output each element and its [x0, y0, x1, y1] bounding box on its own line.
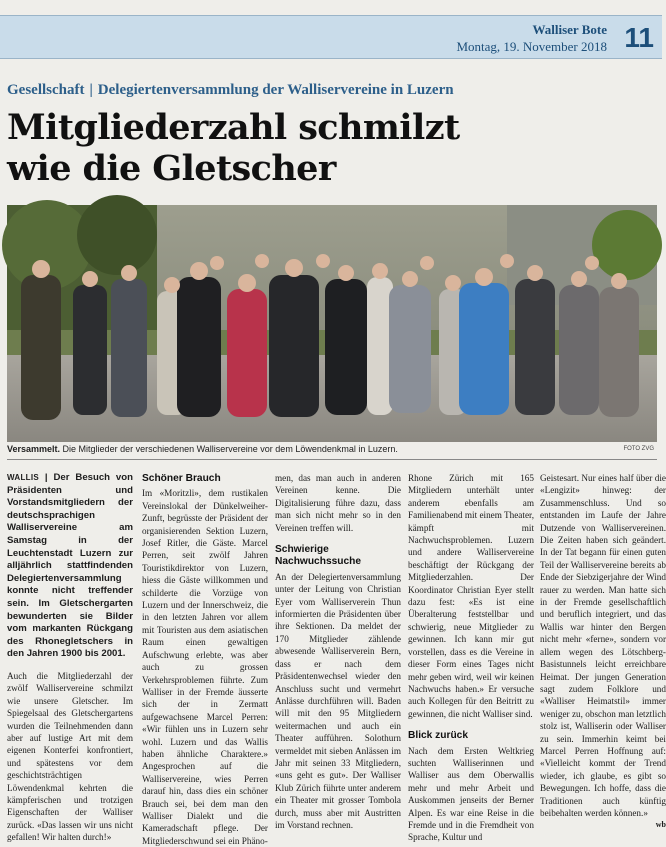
caption-lead: Versammelt. — [7, 444, 61, 454]
article-column-2 — [142, 472, 268, 847]
issue-date: Montag, 19. November 2018 — [456, 39, 607, 54]
paragraph: Im «Moritzli», dem rustikalen Vereinslokal der Dünkelweiher-Zunft, begrüsste der Präsident der organisierenden Sektion Luzern, Josef Ritler, die Gäste. Marcel Perren, seit zwölf Jahren Touristikdirektor von Luzern, hiess die Gäste willkommen und schilderte die Vorzüge von Luzern und der Innerschweiz, die in den letzten Jahren vor allem mit Touristen aus dem asiatischen Raum einen gewaltigen Aufschwung erlebte, was aber auch zu grossen Verkehrsproblemen führte. Zum Walliser in der Fremde äusserte sich der in Zermatt aufgewachsene Marcel Perren: «Wir fühlen uns in Luzern sehr wohl. Luzern und das Wallis haben ähnliche Charaktere.» Angesprochen auf die Walliservereine, wies Perren darauf hin, dass dies ein schöner Brauch sei, bei dem man den Walliser Dialekt und die Kameradschaft pflege. Der Mitgliederschwund sei ein Phäno- — [142, 488, 268, 846]
article-column-4 — [408, 472, 534, 844]
article-column-5 — [540, 472, 666, 832]
page-header — [0, 15, 662, 59]
group-photo-illustration — [7, 205, 657, 442]
photo-credit: FOTO ZVG — [623, 446, 654, 452]
headline-line-1: Mitgliederzahl schmilzt — [7, 107, 460, 148]
section-separator: | — [89, 82, 93, 98]
article-column-3 — [275, 472, 401, 831]
paragraph: Auch die Mitgliederzahl der zwölf Walliservereine schmilzt wie unsere Gletscher. Im Spiegelsaal des Gletschergartens wurden die Teilnehmenden dann aber auf lustige Art mit dem eigenen Konterfei konfrontiert, und spätestens vor dem geschichtsträchtigen Löwendenkmal kehrten die kämpferischen und trotzigen Eigenschaften der Walliser zurück. «Das lassen wir uns nicht gefallen! Wir halten durch!» — [7, 670, 133, 843]
headline-line-2: wie die Gletscher — [7, 148, 336, 189]
section-kicker — [7, 82, 454, 99]
section-name: Gesellschaft — [7, 82, 85, 98]
divider — [7, 459, 657, 460]
subheading: Blick zurück — [408, 730, 469, 742]
author-signature: wb — [655, 820, 666, 830]
photo-caption — [7, 444, 657, 454]
lead-text: | Der Besuch von Präsidenten und Vorstandsmitgliedern der deutschsprachigen Walliservereine am Samstag in der Leuchtenstadt Luzern zur alljährlich stattfindenden Delegiertenversammlung konnte nicht treffender sein. Im Gletschergarten bewunderten sie Bilder vom markanten Rückgang des Rhonegletschers in den Jahren 1900 bis 2001. — [7, 472, 133, 660]
article-column-1 — [7, 472, 133, 844]
paragraph: Geistesart. Nur eines half über die «Lengizit» hinweg: der Zusammenschluss. Und so entstanden im Laufe der Jahre Dutzende von Walliservereinen. Die Zeiten haben sich geändert. In der Tat begann für einen guten Teil der Walliservereine bereits ab Ende der Siebzigerjahre der Wind rauer zu werden. Man hatte sich in der Fremde gesellschaftlich und beruflich integriert, und das Wallis war hinter den Bergen nicht mehr «ferne», sondern vor allem wegen des Lötschberg-Basistunnels leicht erreichbare Heimat. Der jungen Generation sagt zudem Folklore und «Walliser Heimatstil» immer weniger zu, obschon man letztlich stolz ist, Walliserin oder Walliser zu sein. Immerhin keimt bei Marcel Perren Hoffnung auf: «Vielleicht kommt der Trend wieder, ich glaube, es gibt so Bewegungen. Ich hoffe, dass die Traditionen auch künftig beibehalten werden können.» — [540, 473, 666, 818]
section-topic: Delegiertenversammlung der Walliservereine in Luzern — [97, 82, 454, 98]
subheading: Schöner Brauch — [142, 473, 221, 484]
group-photo — [7, 205, 657, 442]
paragraph: Nach dem Ersten Weltkrieg suchten Walliserinnen und Walliser aus dem Oberwallis mehr und mehr Arbeit und Auskommen jenseits der Berner Alpen. Es war eine Reise in die Fremde und in die Fremdheit von Sprache, Kultur und — [408, 745, 534, 843]
paragraph: An der Delegiertenversammlung unter der Leitung von Christian Eyer vom Walliserverein Thun informierten die Präsidenten über ihre Sektionen. Da meldet der 170 Mitglieder zählende abwesende Walliserverein Bern, dass er nach dem Präsidentenwechsel wieder den Anschluss sucht und vermehrt Anlässe durchführen will. Baden will mit den 95 Mitgliedern weitermachen und auch ein Theater aufführen. Solothurn vermeldet mit sieben Anlässen im Jahr mit seinen 33 Mitgliedern, «uns geht es gut». Der Walliser Klub Zürich führte unter anderem ein Theater mit grosser Tombola durch, muss aber mit Austritten im Vorstand rechnen. — [275, 571, 401, 830]
paragraph: Rhone Zürich mit 165 Mitgliedern unterhält unter anderem ebenfalls am Familienabend mit einem Theater, kämpft mit Nachwuchsproblemen. Luzern und andere Walliservereine beschäftigt der Rückgang der Mitgliederzahlen. Der Koordinator Christian Eyer stellt dazu fest: «Es ist eine Überalterung feststellbar und schwierig, neue Mitglieder zu gewinnen. Ich kann mir gut vorstellen, dass es die Vereine in dieser Form eines Tages nicht mehr geben wird, weil wir keinen Nachwuchs haben.» Er versuche auch Kollegen für den Beitritt zu gewinnen, die nicht Walliser sind. — [408, 473, 535, 719]
headline — [7, 107, 647, 189]
page-number: 11 — [624, 22, 654, 53]
subheading: Schwierige Nachwuchssuche — [275, 544, 362, 568]
paragraph: men, das man auch in anderen Vereinen kenne. Die Digitalisierung führe dazu, dass man sich nicht mehr so in den Vereinen treffen will. — [275, 473, 401, 533]
article-lead — [7, 472, 133, 661]
caption-text: Die Mitglieder der verschiedenen Walliservereine vor dem Löwendenkmal in Luzern. — [60, 444, 398, 454]
dateline: WALLIS — [7, 473, 40, 482]
newspaper-name: Walliser Bote — [532, 22, 607, 37]
